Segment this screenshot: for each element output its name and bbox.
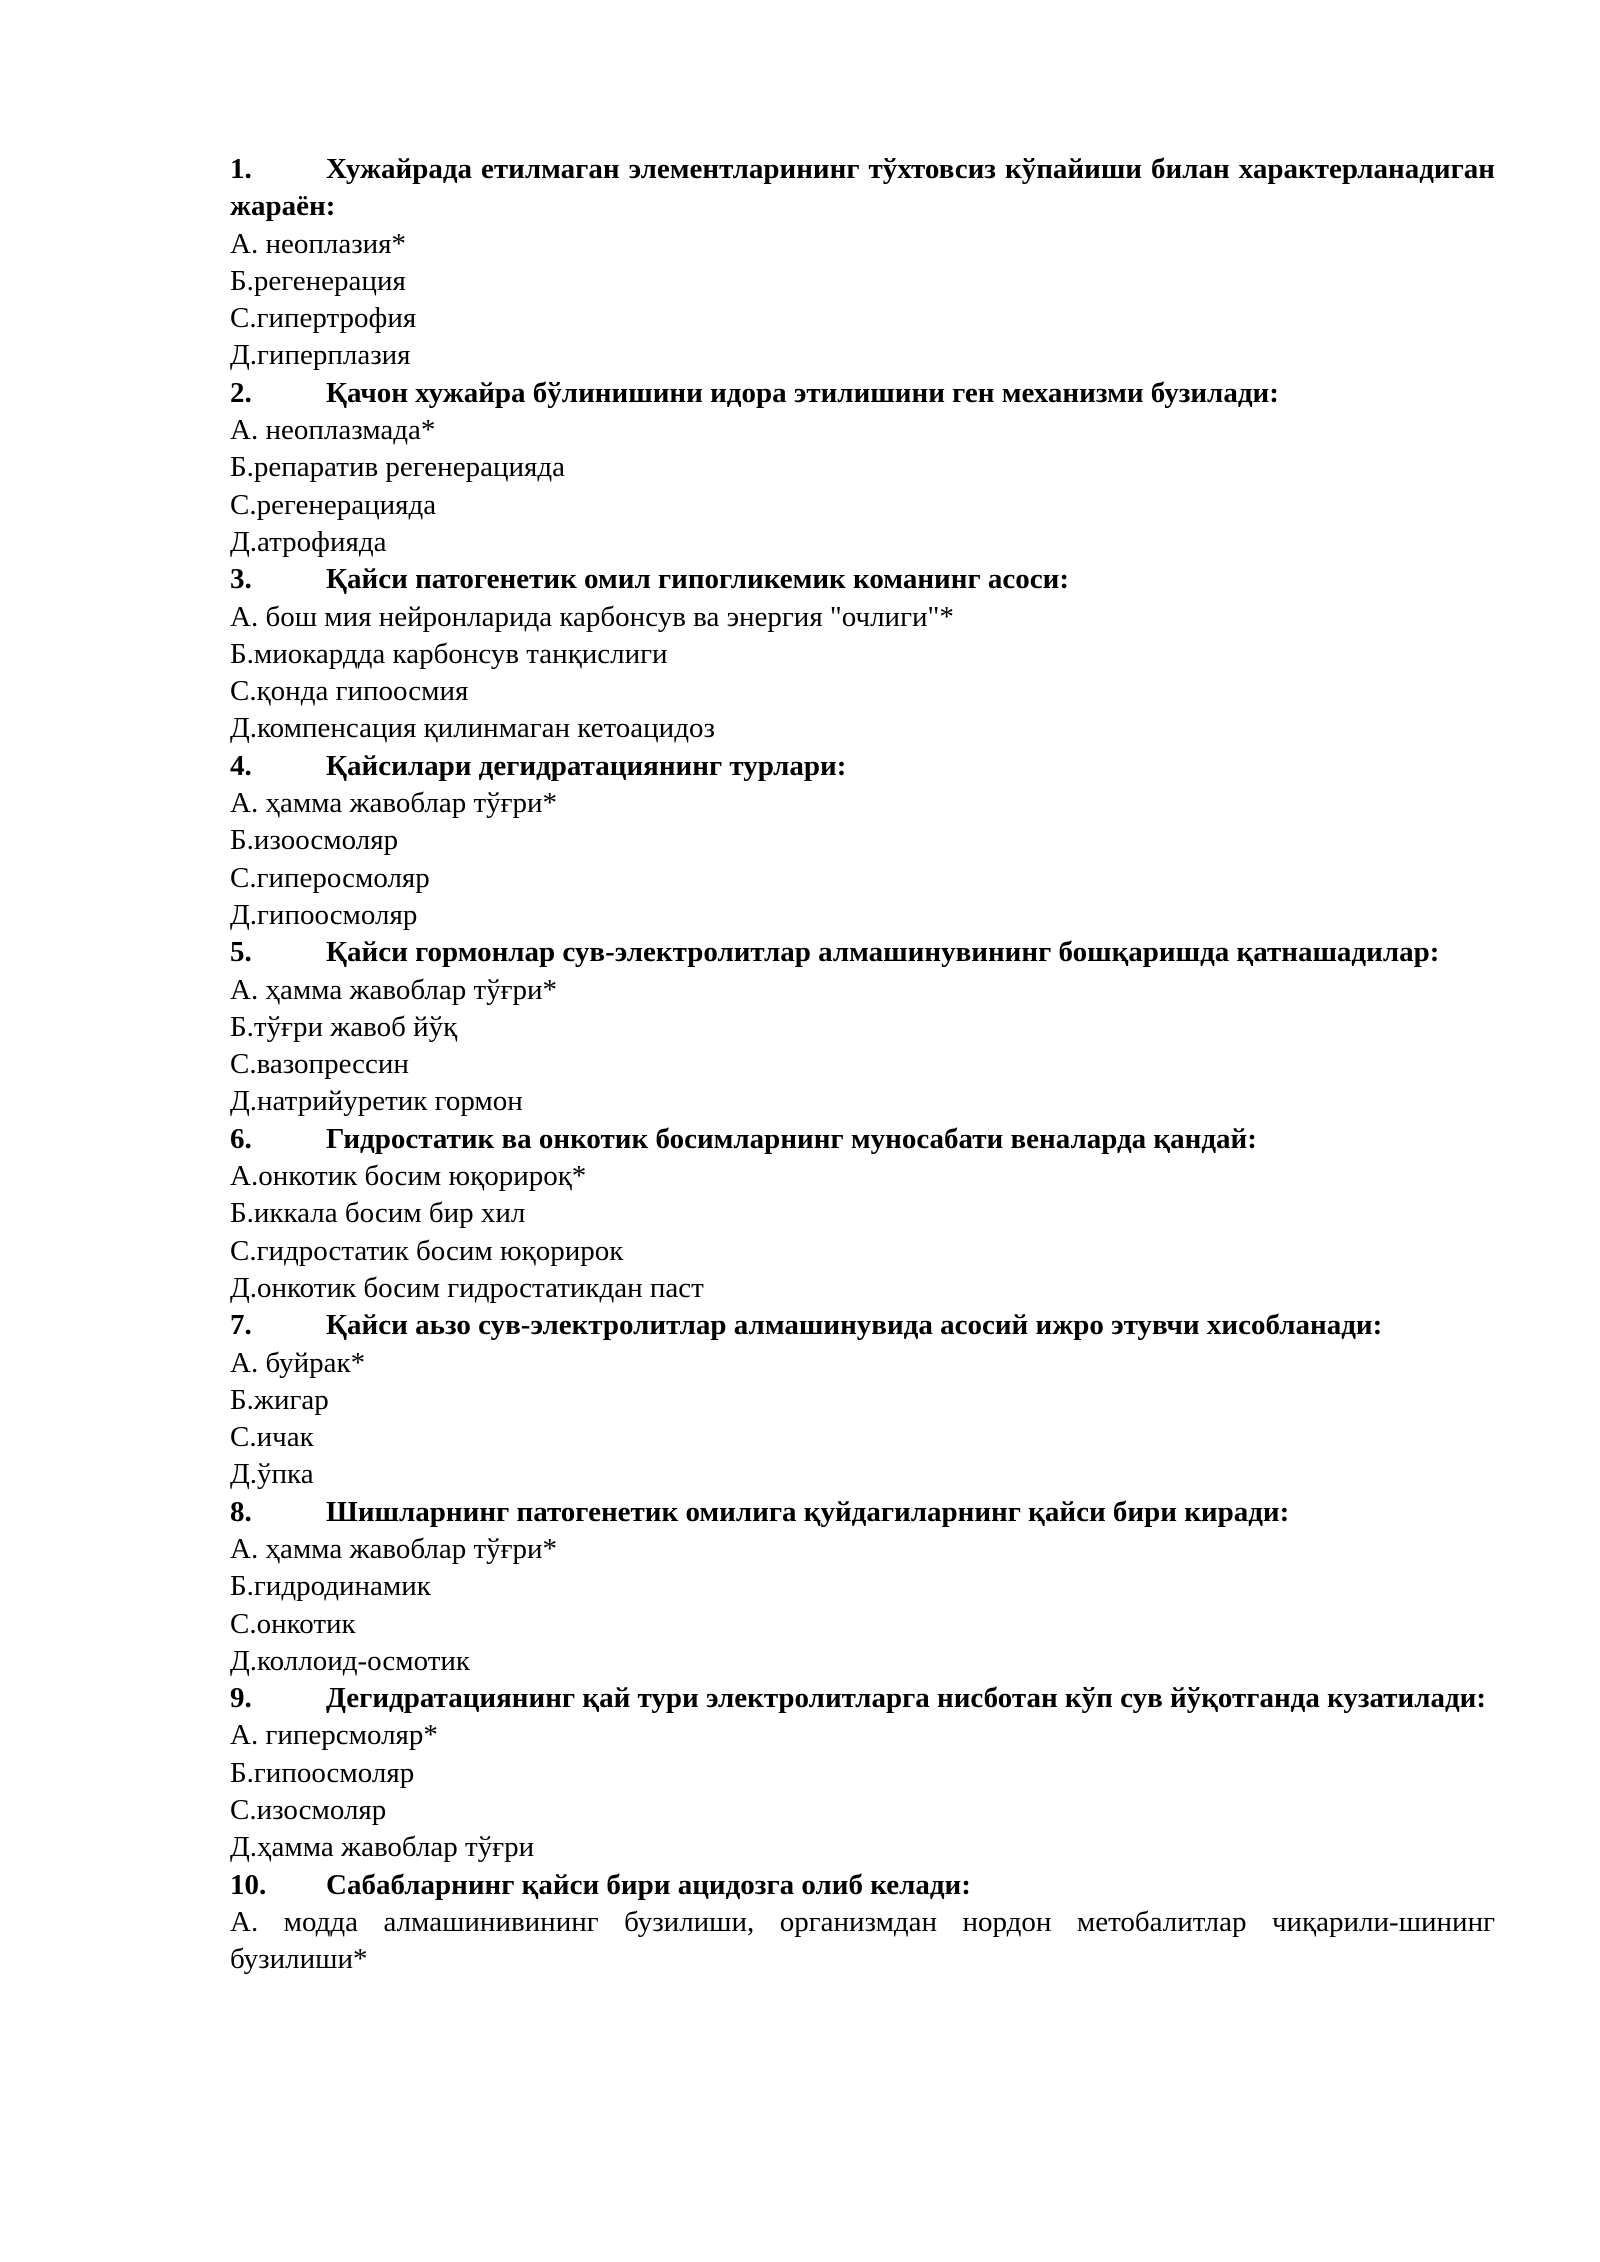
question-number: 1. <box>230 153 252 185</box>
question-block <box>230 934 1495 1120</box>
question-block <box>230 1680 1495 1866</box>
answer-option: Б.гипоосмоляр <box>230 1756 415 1789</box>
answer-option: С.изосмоляр <box>230 1794 387 1827</box>
question-text: Сабабларнинг қайси бири ацидозга олиб келади: <box>326 1868 971 1901</box>
question-heading <box>230 151 1495 226</box>
answer-option: Д.атрофияда <box>230 525 387 558</box>
question-text: Қайси гормонлар сув-электролитлар алмашинувининг бошқаришда қатнашадилар: <box>326 936 1440 969</box>
question-heading <box>230 1121 1495 1158</box>
answer-option: С.ичак <box>230 1421 314 1454</box>
answer-option: А. ҳамма жавоблар тўғри* <box>230 973 558 1006</box>
answer-option: Д.онкотик босим гидростатикдан паст <box>230 1271 704 1304</box>
question-number: 5. <box>230 936 252 969</box>
answer-option: Д.компенсация қилинмаган кетоацидоз <box>230 712 715 745</box>
answer-option: А. бош мия нейронларида карбонсув ва энергия "очлиги"* <box>230 600 954 633</box>
question-heading <box>230 748 1495 785</box>
answer-option: Д.ҳамма жавоблар тўғри <box>230 1831 535 1864</box>
question-number: 3. <box>230 563 252 596</box>
question-text: Шишларнинг патогенетик омилига қуйдагиларнинг қайси бири киради: <box>326 1495 1290 1528</box>
answer-option: С.гиперосмоляр <box>230 861 430 894</box>
answer-option: Б.тўғри жавоб йўқ <box>230 1010 458 1043</box>
question-heading <box>230 1867 1495 1904</box>
question-block <box>230 1494 1495 1680</box>
question-block <box>230 1307 1495 1493</box>
answer-option: С.вазопрессин <box>230 1048 409 1081</box>
answer-option: С.онкотик <box>230 1607 356 1640</box>
question-text: Қайсилари дегидратациянинг турлари: <box>326 749 847 782</box>
answer-option: Д.гипоосмоляр <box>230 898 418 931</box>
answer-option: Д.натрийуретик гормон <box>230 1085 523 1118</box>
question-text: Қайси патогенетик омил гипогликемик команинг асоси: <box>326 563 1069 596</box>
answer-option: А. ҳамма жавоблар тўғри* <box>230 1532 558 1565</box>
question-block <box>230 748 1495 934</box>
question-number: 10. <box>230 1868 267 1901</box>
answer-option: Д.ўпка <box>230 1458 314 1491</box>
answer-option: С.қонда гипоосмия <box>230 675 469 708</box>
answer-option: Б.репаратив регенерацияда <box>230 451 565 484</box>
question-text: Қачон хужайра бўлинишини идора этилишини ген механизми бузилади: <box>326 376 1279 409</box>
question-text: Хужайрада етилмаган элементларининг тўхтовсиз кўпайиши билан характерланадиган жараён: <box>230 153 1495 223</box>
question-heading <box>230 1307 1495 1344</box>
question-block <box>230 1121 1495 1307</box>
question-heading <box>230 934 1495 971</box>
answer-option: А. модда алмашинивининг бузилиши, организмдан нордон метобалитлар чиқарили-шининг бузилиши* <box>230 1905 1495 1976</box>
answer-option: Б.жигар <box>230 1383 329 1416</box>
question-heading <box>230 1494 1495 1531</box>
question-block <box>230 1867 1495 1979</box>
answer-option: А. буйрак* <box>230 1346 366 1379</box>
question-block <box>230 375 1495 561</box>
question-text: Гидростатик ва онкотик босимларнинг муносабати веналарда қандай: <box>326 1122 1257 1155</box>
answer-option: Б.регенерация <box>230 264 406 297</box>
question-text: Қайси аьзо сув-электролитлар алмашинувида асосий ижро этувчи хисобланади: <box>326 1309 1383 1342</box>
answer-option: А. неоплазия* <box>230 227 407 260</box>
question-heading <box>230 561 1495 598</box>
answer-option: Б.изоосмоляр <box>230 824 399 857</box>
answer-option: А. неоплазмада* <box>230 414 436 447</box>
question-number: 2. <box>230 376 252 409</box>
question-number: 9. <box>230 1682 252 1715</box>
answer-option: Б.иккала босим бир хил <box>230 1197 526 1230</box>
question-number: 8. <box>230 1495 252 1528</box>
answer-option: Б.миокардда карбонсув танқислиги <box>230 637 668 670</box>
question-number: 4. <box>230 749 252 782</box>
answer-option: Б.гидродинамик <box>230 1570 431 1603</box>
question-number: 6. <box>230 1122 252 1155</box>
answer-option: Д.коллоид-осмотик <box>230 1644 470 1677</box>
answer-option: С.регенерацияда <box>230 488 437 521</box>
question-block <box>230 561 1495 747</box>
answer-option: С.гипертрофия <box>230 302 417 335</box>
answer-option: Д.гиперплазия <box>230 339 411 372</box>
question-block <box>230 151 1495 375</box>
answer-option: А. ҳамма жавоблар тўғри* <box>230 787 558 820</box>
question-heading <box>230 1680 1495 1717</box>
question-number: 7. <box>230 1309 252 1342</box>
answer-option: А.онкотик босим юқорироқ* <box>230 1160 587 1193</box>
answer-option: С.гидростатик босим юқорирок <box>230 1234 624 1267</box>
question-heading <box>230 375 1495 412</box>
answer-option: А. гиперсмоляр* <box>230 1719 438 1752</box>
question-text: Дегидратациянинг қай тури электролитларга нисботан кўп сув йўқотганда кузатилади: <box>326 1682 1487 1715</box>
document-body <box>230 151 1495 1979</box>
